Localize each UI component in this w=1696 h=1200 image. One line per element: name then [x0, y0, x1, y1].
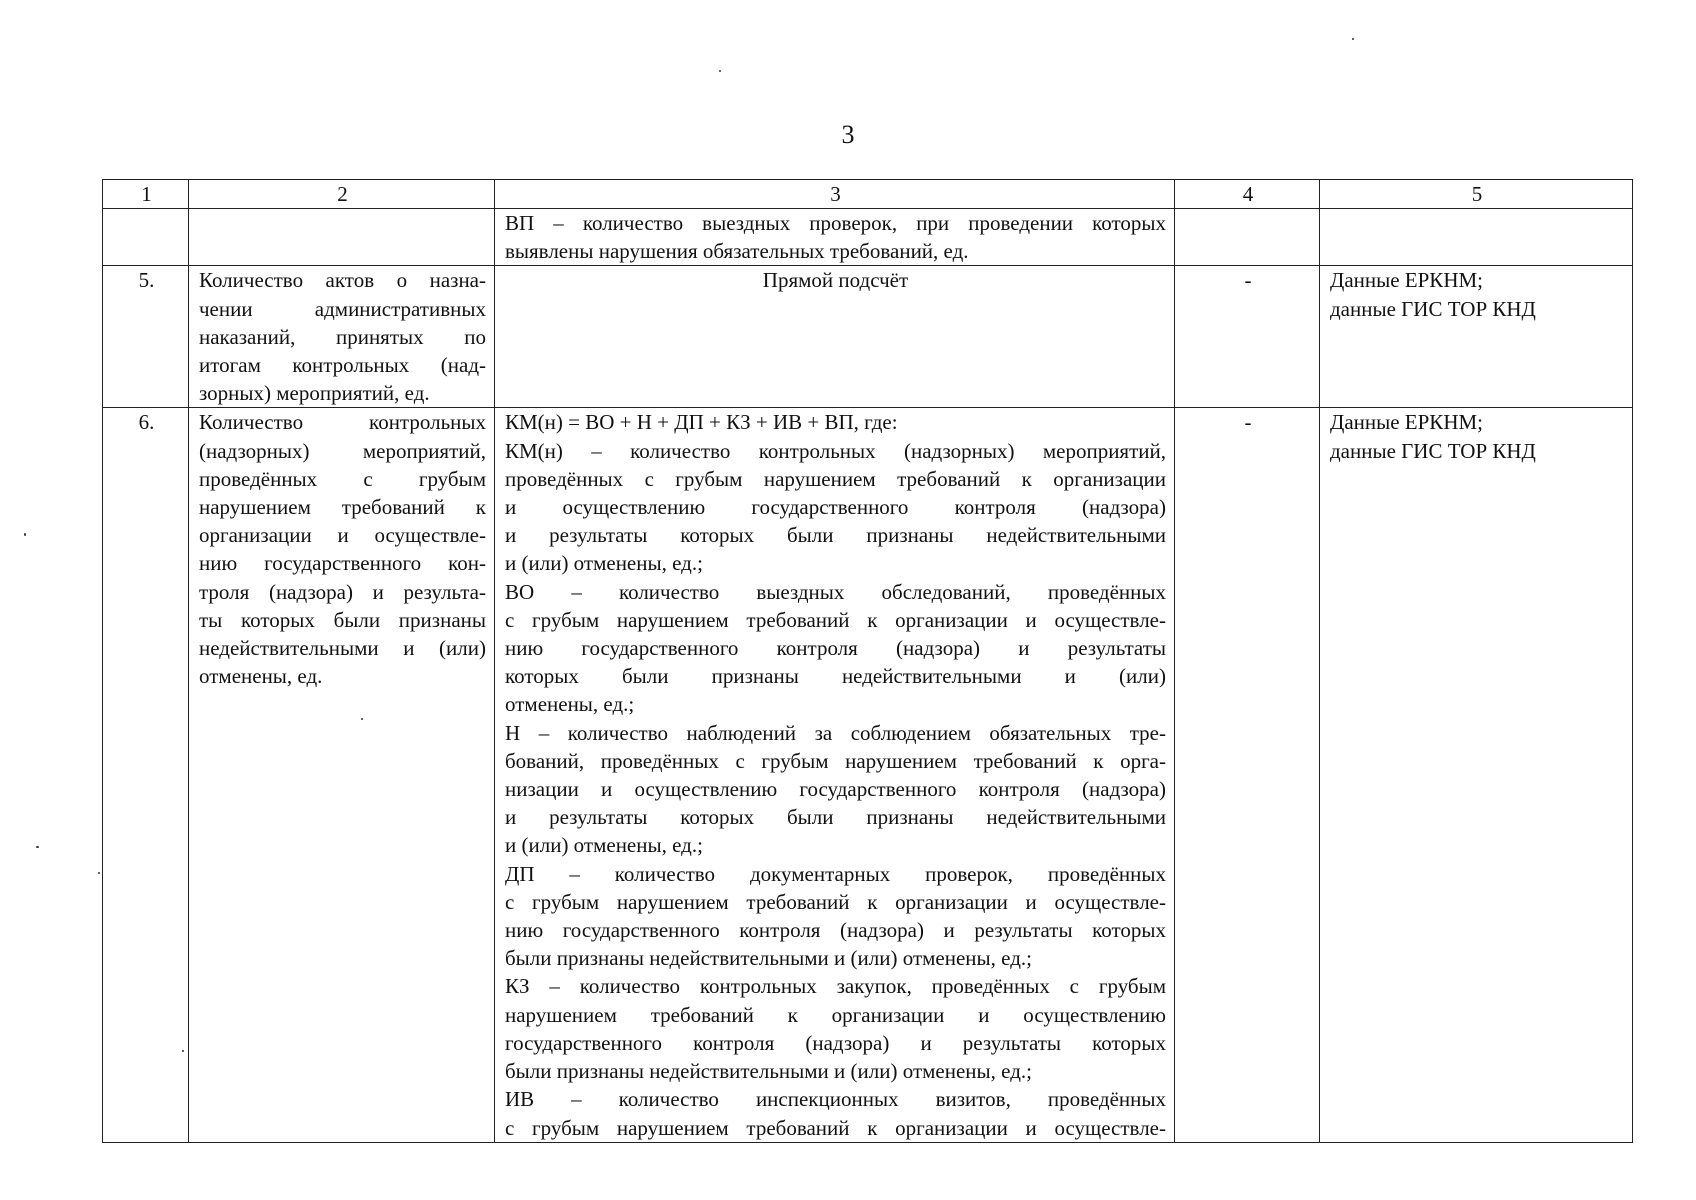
indicator-line: (надзорных) мероприятий, — [199, 438, 486, 463]
column-header-3: 3 — [495, 180, 1175, 209]
cell-sources — [1320, 209, 1633, 266]
formula-line: нию государственного контроля (надзора) и результаты которых — [505, 918, 1166, 943]
cell-formula: Прямой подсчёт — [495, 266, 1175, 408]
scan-speck — [24, 533, 26, 536]
formula-line: выявлены нарушения обязательных требований, ед. — [505, 239, 969, 264]
indicator-line: наказаний, принятых по — [199, 324, 486, 349]
indicators-table — [102, 179, 1633, 1143]
scan-speck — [719, 70, 721, 72]
formula-line: низации и осуществлению государственного контроля (надзора) — [505, 777, 1166, 802]
column-header-2: 2 — [189, 180, 495, 209]
formula-line: и осуществлению государственного контроля (надзора) — [505, 495, 1166, 520]
column-header-1: 1 — [103, 180, 189, 209]
indicator-line: итогам контрольных (над- — [199, 353, 486, 378]
indicator-line: нарушением требований к — [199, 495, 486, 520]
cell-number — [103, 209, 189, 266]
cell-col4: - — [1175, 408, 1320, 1142]
indicator-line: нию государственного кон- — [199, 551, 486, 576]
formula-line: с грубым нарушением требований к организации и осуществле- — [505, 889, 1166, 914]
formula-line: отменены, ед.; — [505, 692, 635, 717]
cell-col4: - — [1175, 266, 1320, 408]
indicator-line: Количество актов о назна- — [199, 268, 486, 293]
formula-line: были признаны недействительными и (или) отменены, ед.; — [505, 946, 1032, 971]
cell-sources — [1320, 266, 1633, 408]
formula-line: бований, проведённых с грубым нарушением требований к орга- — [505, 748, 1166, 773]
source-line: данные ГИС ТОР КНД — [1330, 438, 1536, 463]
formula-line: нию государственного контроля (надзора) и результаты — [505, 636, 1166, 661]
formula-line: проведённых с грубым нарушением требований к организации — [505, 466, 1166, 491]
column-number-row — [103, 180, 1633, 209]
formula-line: ИВ – количество инспекционных визитов, проведённых — [505, 1087, 1166, 1112]
row-number: 6. — [103, 408, 189, 1142]
indicator-line: проведённых с грубым — [199, 466, 486, 491]
scan-speck — [182, 1050, 184, 1052]
scan-speck — [36, 846, 39, 848]
formula-line: Н – количество наблюдений за соблюдением обязательных тре- — [505, 720, 1166, 745]
formula-line: с грубым нарушением требований к организации и осуществле- — [505, 607, 1166, 632]
formula-line: с грубым нарушением требований к организации и осуществле- — [505, 1115, 1166, 1140]
indicator-line: недействительными и (или) — [199, 636, 486, 661]
cell-indicator — [189, 266, 495, 408]
formula-line: которых были признаны недействительными и (или) — [505, 664, 1166, 689]
scan-speck — [361, 718, 363, 720]
scan-speck — [98, 872, 100, 874]
row-number: 5. — [103, 266, 189, 408]
indicator-line: ты которых были признаны — [199, 607, 486, 632]
table-row-5 — [103, 266, 1633, 408]
cell-formula — [495, 408, 1175, 1142]
formula-line: ДП – количество документарных проверок, проведённых — [505, 861, 1166, 886]
formula-line: и (или) отменены, ед.; — [505, 833, 703, 858]
formula-line: ВО – количество выездных обследований, проведённых — [505, 579, 1166, 604]
formula-line: и (или) отменены, ед.; — [505, 551, 703, 576]
source-line: данные ГИС ТОР КНД — [1330, 296, 1536, 321]
formula-line: нарушением требований к организации и осуществлению — [505, 1002, 1166, 1027]
column-header-5: 5 — [1320, 180, 1633, 209]
indicator-line: Количество контрольных — [199, 410, 486, 435]
formula-line: и результаты которых были признаны недействительными — [505, 805, 1166, 830]
indicator-line: чении административных — [199, 296, 486, 321]
cell-indicator — [189, 209, 495, 266]
formula-line: ВП – количество выездных проверок, при проведении которых — [505, 211, 1166, 235]
cell-indicator — [189, 408, 495, 1142]
column-header-4: 4 — [1175, 180, 1320, 209]
formula-line: КЗ – количество контрольных закупок, проведённых с грубым — [505, 974, 1166, 999]
indicator-line: троля (надзора) и результа- — [199, 579, 486, 604]
cell-sources — [1320, 408, 1633, 1142]
source-line: Данные ЕРКНМ; — [1330, 410, 1483, 435]
scan-speck — [1352, 38, 1354, 40]
indicator-line: зорных) мероприятий, ед. — [199, 381, 430, 406]
source-line: Данные ЕРКНМ; — [1330, 268, 1483, 293]
formula-line: КМ(н) – количество контрольных (надзорных) мероприятий, — [505, 438, 1166, 463]
table-row-6 — [103, 408, 1633, 1142]
cell-col4 — [1175, 209, 1320, 266]
formula-line: и результаты которых были признаны недействительными — [505, 523, 1166, 548]
formula-line: государственного контроля (надзора) и результаты которых — [505, 1030, 1166, 1055]
indicator-line: отменены, ед. — [199, 664, 323, 689]
indicator-line: организации и осуществле- — [199, 523, 486, 548]
formula-line: были признаны недействительными и (или) отменены, ед.; — [505, 1059, 1032, 1084]
formula-line: КМ(н) = ВО + Н + ДП + КЗ + ИВ + ВП, где: — [505, 410, 898, 435]
page-number: 3 — [841, 120, 855, 149]
table-row-continuation — [103, 209, 1633, 266]
cell-formula — [495, 209, 1175, 266]
